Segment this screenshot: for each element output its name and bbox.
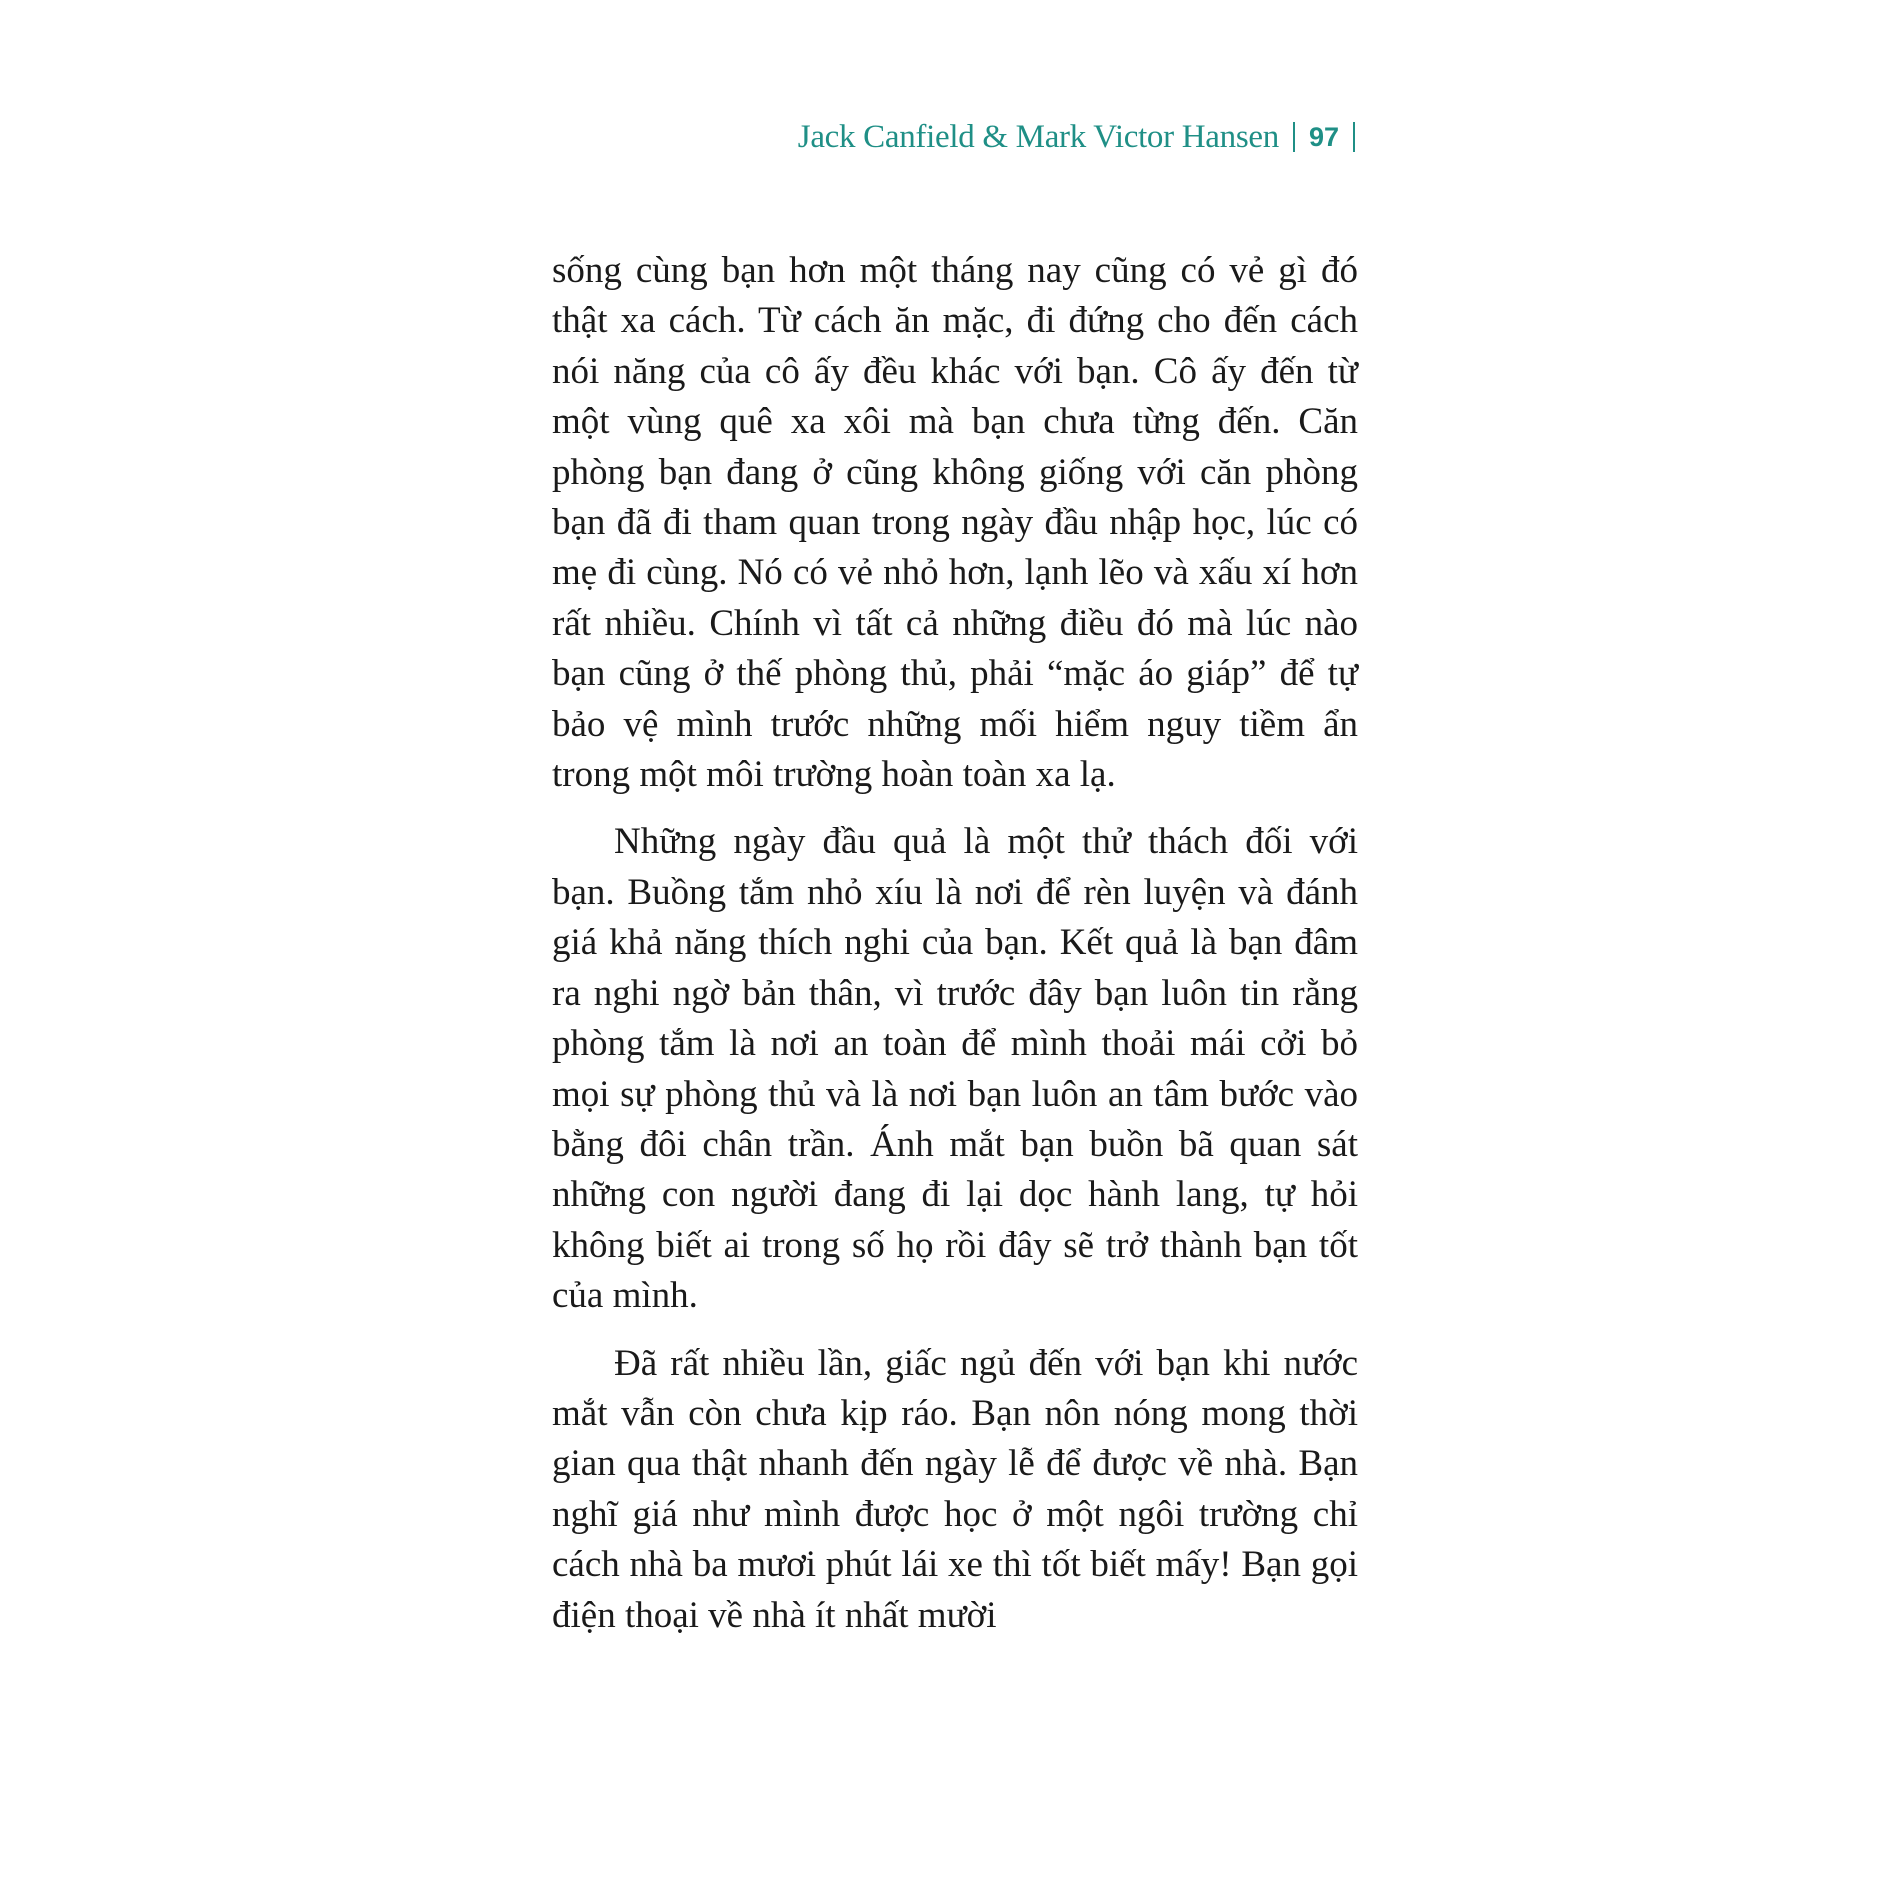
body-text: [552, 246, 1358, 1658]
paragraph-1: sống cùng bạn hơn một tháng nay cũng có vẻ gì đó thật xa cách. Từ cách ăn mặc, đi đứng cho đến cách nói năng của cô ấy đều khác với bạn. Cô ấy đến từ một vùng quê xa xôi mà bạn chưa từng đến. Căn phòng bạn đang ở cũng không giống với căn phòng bạn đã đi tham quan trong ngày đầu nhập học, lúc có mẹ đi cùng. Nó có vẻ nhỏ hơn, lạnh lẽo và xấu xí hơn rất nhiều. Chính vì tất cả những điều đó mà lúc nào bạn cũng ở thế phòng thủ, phải “mặc áo giáp” để tự bảo vệ mình trước những mối hiểm nguy tiềm ẩn trong một môi trường hoàn toàn xa lạ.: [552, 250, 1358, 796]
page-number: 97: [1308, 121, 1339, 152]
header-authors: Jack Canfield & Mark Victor Hansen: [797, 118, 1279, 155]
header-separator: [1293, 122, 1295, 152]
paragraph-3: Đã rất nhiều lần, giấc ngủ đến với bạn khi nước mắt vẫn còn chưa kịp ráo. Bạn nôn nóng mong thời gian qua thật nhanh đến ngày lễ để được về nhà. Bạn nghĩ giá như mình được học ở một ngôi trường chỉ cách nhà ba mươi phút lái xe thì tốt biết mấy! Bạn gọi điện thoại về nhà ít nhất mười: [552, 1342, 1358, 1636]
running-header: [798, 112, 1369, 162]
header-separator-end: [1353, 122, 1355, 152]
paragraph-2: Những ngày đầu quả là một thử thách đối với bạn. Buồng tắm nhỏ xíu là nơi để rèn luyện và đánh giá khả năng thích nghi của bạn. Kết quả là bạn đâm ra nghi ngờ bản thân, vì trước đây bạn luôn tin rằng phòng tắm là nơi an toàn để mình thoải mái cởi bỏ mọi sự phòng thủ và là nơi bạn luôn an tâm bước vào bằng đôi chân trần. Ánh mắt bạn buồn bã quan sát những con người đang đi lại dọc hành lang, tự hỏi không biết ai trong số họ rồi đây sẽ trở thành bạn tốt của mình.: [552, 821, 1358, 1317]
